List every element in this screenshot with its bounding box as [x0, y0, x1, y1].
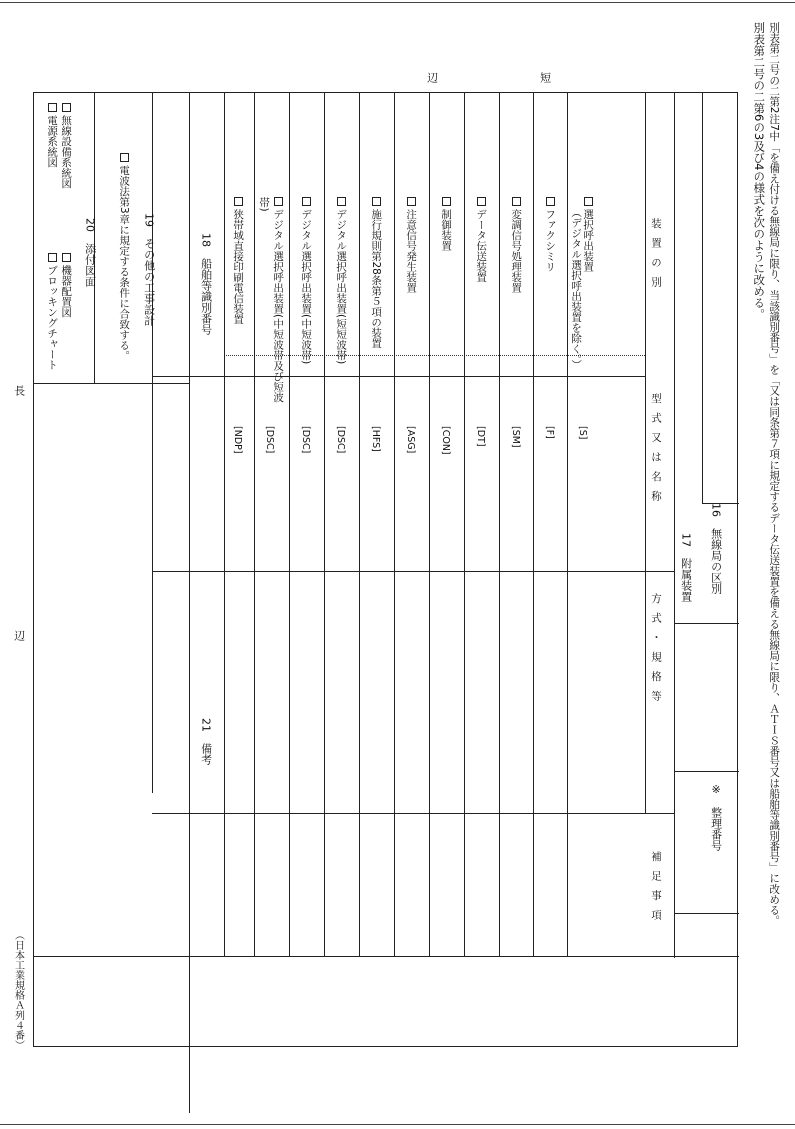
col-notes-header: 補足事項	[650, 851, 662, 929]
row-divider-10	[254, 93, 255, 956]
device-label: 施行規則第28条第５項の装置	[370, 209, 383, 349]
device-code: [ASG]	[405, 426, 416, 454]
device-code: [CON]	[440, 426, 451, 455]
row-divider-1	[567, 93, 568, 956]
device-row-selective-call-sub	[570, 207, 582, 370]
device-code: [DSC]	[335, 426, 346, 454]
f18-label: 18 船舶等識別番号	[199, 233, 213, 335]
row-divider-3	[499, 93, 500, 956]
device-code: [HFS]	[370, 426, 381, 452]
row-divider-11	[224, 93, 225, 956]
row-divider-7	[359, 93, 360, 956]
checkbox[interactable]	[302, 197, 311, 206]
device-row-selective-call	[582, 197, 594, 272]
col-model-header: 型式又は名称	[650, 393, 662, 510]
checkbox[interactable]	[337, 197, 346, 206]
device-row-control	[440, 197, 452, 251]
row-divider-9	[289, 93, 290, 956]
table-bottom-line	[34, 956, 739, 957]
seiri-label: ※ 整理番号	[709, 783, 723, 851]
checkbox[interactable]	[120, 153, 129, 162]
device-label: ファクシミリ	[544, 209, 557, 272]
header-line-2: 別表第二号の二第6の3及び4の様式を次のように改める。	[752, 22, 767, 320]
device-row-dsc-1	[335, 197, 347, 364]
attachment-label: 電源系統図	[46, 115, 59, 168]
f17-bottom-line	[674, 913, 739, 914]
device-code: [DT]	[475, 426, 486, 447]
row-divider-2	[533, 93, 534, 956]
col-spec-header: 方式・規格等	[650, 593, 662, 710]
device-row-data-transfer	[475, 197, 487, 283]
checkbox[interactable]	[48, 103, 57, 112]
attachment-4	[46, 253, 58, 370]
f17-row-divider	[674, 93, 675, 958]
checkbox[interactable]	[274, 197, 283, 206]
row-divider-6	[394, 93, 395, 956]
checkbox[interactable]	[584, 197, 593, 206]
row-divider-13	[152, 93, 153, 793]
device-code: [S]	[577, 426, 588, 440]
device-label: データ伝送装置	[475, 209, 488, 283]
row-divider-4	[464, 93, 465, 956]
device-label: デジタル選択呼出装置(中短波帯)	[300, 209, 313, 365]
f17-label: 17 附属装置	[679, 533, 693, 602]
device-col-line	[152, 376, 645, 377]
device-label: デジタル選択呼出装置(中短波帯及び短波	[272, 209, 285, 403]
checkbox[interactable]	[512, 197, 521, 206]
attachment-3	[60, 253, 72, 318]
seiri-top-line	[674, 623, 739, 624]
device-code: [F]	[544, 426, 555, 439]
device-row-ndp	[232, 197, 244, 325]
attachment-label: ブロッキングチャート	[46, 265, 59, 370]
checkbox[interactable]	[62, 253, 71, 262]
f19-check-row	[118, 153, 130, 361]
attachment-1	[60, 103, 72, 189]
f21-right-edge	[189, 383, 190, 956]
device-sublabel: （デジタル選択呼出装置を除く。）	[570, 207, 583, 370]
row-divider-8	[324, 93, 325, 956]
device-sublabel: 帯)	[258, 197, 271, 212]
attachment-label: 機器配置図	[60, 265, 73, 318]
form-frame	[33, 92, 738, 1047]
f16-row-divider	[702, 93, 703, 503]
jis-size-note: （日本工業規格Ａ列４番）	[12, 930, 24, 1050]
f19-label: 19 その他の工事設計	[142, 213, 156, 326]
device-row-dsc-2	[300, 197, 312, 364]
checkbox[interactable]	[407, 197, 416, 206]
f17-inner-divider	[645, 93, 646, 813]
model-col-line	[152, 571, 674, 572]
bottom-rule	[0, 1124, 795, 1125]
f16-label: 16 無線局の区別	[709, 503, 723, 594]
top-rule	[0, 2, 795, 3]
device-row-alert-signal	[405, 197, 417, 293]
checkbox[interactable]	[234, 197, 243, 206]
checkbox[interactable]	[442, 197, 451, 206]
col-device-header: 装置の別	[650, 218, 662, 296]
attachment-2	[46, 103, 58, 168]
checkbox[interactable]	[477, 197, 486, 206]
device-label: 狭帯域直接印刷電信装置	[232, 209, 245, 325]
device-row-facsimile	[544, 197, 556, 272]
checkbox[interactable]	[372, 197, 381, 206]
checkbox[interactable]	[48, 253, 57, 262]
long-edge-label-top: 長	[12, 385, 26, 396]
f19-check-text: 電波法第3章に規定する条件に合致する。	[118, 165, 131, 361]
device-label: 変調信号処理装置	[510, 209, 523, 293]
f19-end-line	[34, 383, 189, 384]
device-label: 選択呼出装置	[582, 209, 595, 272]
device-code: [DSC]	[264, 426, 275, 454]
device-row-dsc-3	[272, 197, 284, 402]
short-edge-label-bottom: 辺	[425, 72, 439, 83]
long-edge-label-bottom: 辺	[12, 630, 26, 641]
f20-label: 20 添付図面	[83, 218, 97, 287]
device-row-dsc-3-sub	[258, 197, 270, 212]
f21-label: 21 備考	[199, 718, 213, 765]
device-label: 制御装置	[440, 209, 453, 251]
device-code: [SM]	[510, 426, 521, 448]
device-label: デジタル選択呼出装置(短短波帯)	[335, 209, 348, 365]
device-code: [DSC]	[300, 426, 311, 454]
header-line-1: 別表第二号の二第2注7中「を備え付ける無線局に限り、当該識別番号」を「又は同条第７項に規定するデータ伝送装置を備える無線局に限り、ＡＴＩＳ番号又は船舶等識別番号」に改める。	[768, 22, 781, 926]
row-divider-5	[429, 93, 430, 956]
device-row-modulation	[510, 197, 522, 293]
spec-col-line	[152, 813, 674, 814]
device-row-rule-28	[370, 197, 382, 348]
short-edge-label-top: 短	[538, 72, 552, 83]
attachment-label: 無線設備系統図	[60, 115, 73, 189]
seiri-bottom-line	[674, 771, 739, 772]
checkbox[interactable]	[546, 197, 555, 206]
checkbox[interactable]	[62, 103, 71, 112]
device-code: [NDP]	[232, 426, 243, 454]
device-label: 注意信号発生装置	[405, 209, 418, 293]
